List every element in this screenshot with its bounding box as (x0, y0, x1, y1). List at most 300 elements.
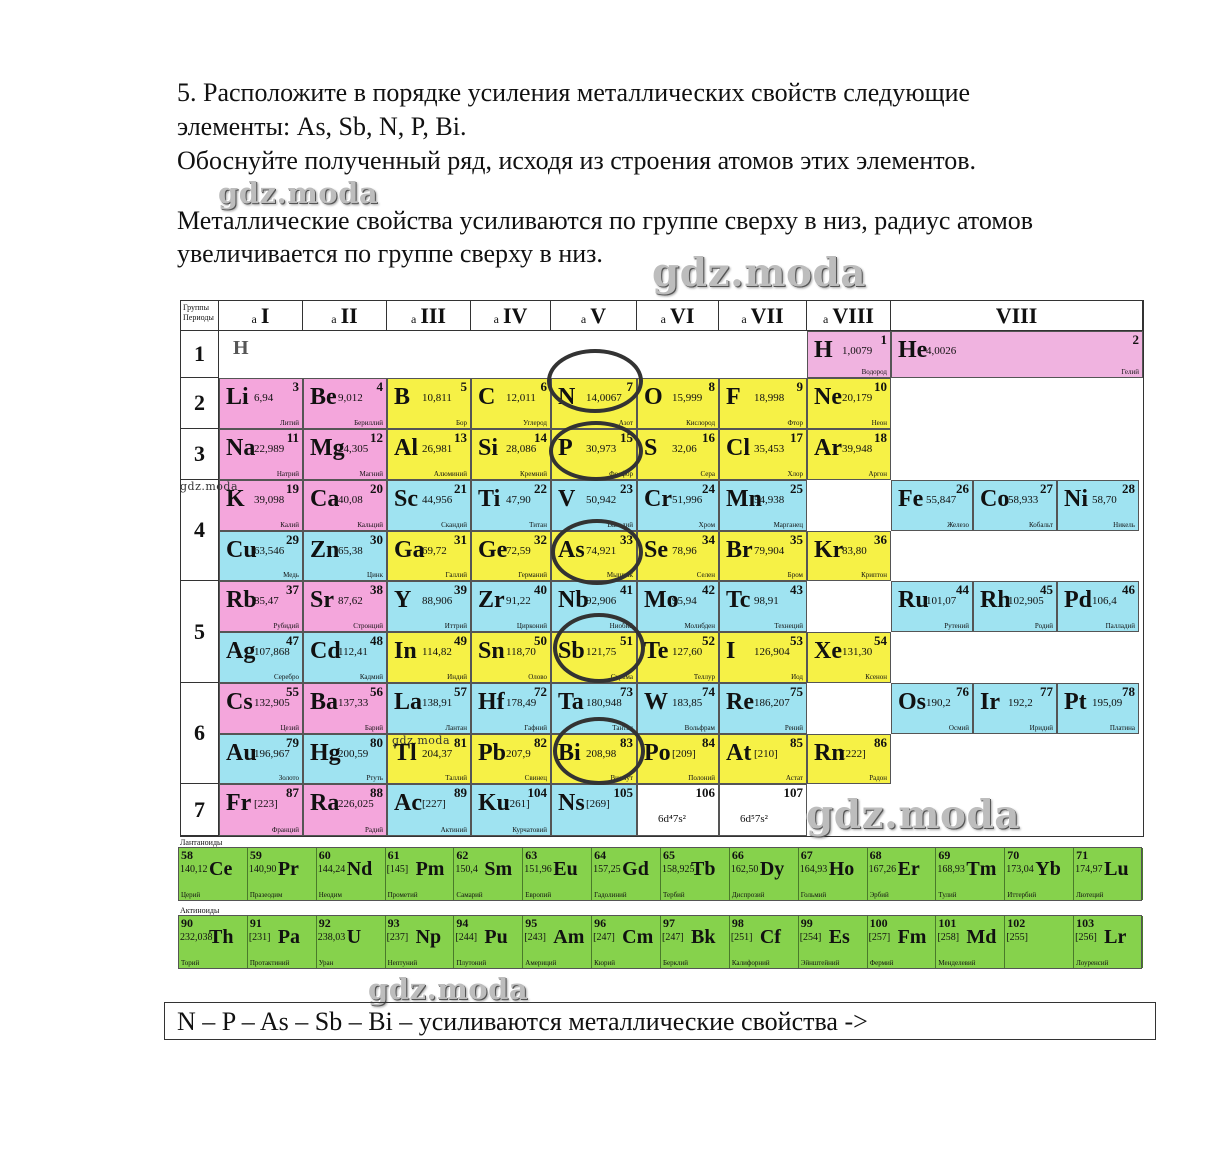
watermark-3: gdz.moda (806, 792, 1021, 838)
atomic-mass: 47,90 (506, 494, 531, 506)
element-symbol: Pb (478, 740, 507, 766)
atomic-number: 90 (181, 916, 193, 930)
f-element-cell-102 (1005, 916, 1074, 968)
element-name: Ксенон (865, 673, 887, 681)
atomic-mass: [257] (868, 932, 891, 943)
explanation-line-2: увеличивается по группе сверху в низ. (177, 239, 603, 268)
group-header-7 (719, 301, 807, 331)
element-cell-Os (891, 683, 973, 734)
atomic-number: 19 (286, 481, 299, 496)
atomic-mass: 26,981 (422, 443, 453, 455)
element-name: Берклий (663, 959, 689, 967)
element-cell-Na (219, 429, 303, 480)
subgroup-a-label: а (741, 312, 747, 326)
element-cell-Mg (303, 429, 387, 480)
atomic-number: 56 (370, 684, 383, 699)
element-symbol: Bi (558, 740, 581, 766)
element-name: Медь (283, 571, 299, 579)
element-symbol: Np (415, 926, 442, 948)
element-symbol: Ag (226, 638, 256, 664)
element-name: Актиний (440, 826, 467, 834)
atomic-number: 7 (626, 379, 633, 394)
watermark-1: gdz.moda (218, 176, 379, 210)
atomic-mass: 65,38 (338, 545, 363, 557)
f-element-cell-Yb (1005, 848, 1074, 900)
element-name: Кюрий (594, 959, 616, 967)
atomic-number: 95 (525, 916, 538, 930)
atomic-mass: 238,03 (317, 932, 346, 943)
element-name: Иттербий (1007, 891, 1037, 899)
element-symbol: La (394, 689, 423, 715)
element-name: Германий (518, 571, 547, 579)
atomic-number: 88 (370, 785, 383, 800)
atomic-mass: 78,96 (672, 545, 697, 557)
atomic-mass: 6,94 (254, 392, 274, 404)
f-element-cell-Ce (179, 848, 248, 900)
atomic-mass: [254] (799, 932, 822, 943)
atomic-mass: 58,70 (1092, 494, 1117, 506)
element-name: Скандий (441, 521, 467, 529)
atomic-mass: 190,2 (926, 697, 951, 709)
element-symbol: Pd (1064, 587, 1093, 613)
element-cell-Co (973, 480, 1057, 531)
atomic-number: 46 (1122, 582, 1135, 597)
atomic-mass: 44,956 (422, 494, 453, 506)
element-name: Иттрий (444, 622, 467, 630)
element-symbol: Rb (226, 587, 257, 613)
atomic-number: 104 (527, 785, 547, 800)
element-name: Углерод (523, 419, 547, 427)
atomic-number: 92 (318, 916, 331, 930)
element-symbol: B (394, 384, 411, 410)
element-name: Магний (359, 470, 383, 478)
atomic-mass: 183,85 (672, 697, 703, 709)
element-symbol: Se (644, 537, 668, 563)
f-element-cell-Dy (730, 848, 799, 900)
element-symbol: Cf (759, 926, 781, 948)
element-cell-O (637, 378, 719, 429)
element-symbol: Ne (814, 384, 842, 410)
f-element-cell-Am (523, 916, 592, 968)
element-name: Гафний (524, 724, 547, 732)
atomic-mass: 195,09 (1092, 697, 1123, 709)
atomic-number: 29 (286, 532, 299, 547)
element-name: Менделевий (938, 959, 976, 967)
element-name: Свинец (524, 774, 547, 782)
atomic-mass: [227] (422, 798, 446, 810)
atomic-number: 49 (454, 633, 467, 648)
element-name: Тантал (612, 724, 633, 732)
element-symbol: Ar (814, 435, 842, 461)
atomic-number: 72 (534, 684, 547, 699)
atomic-number: 76 (956, 684, 969, 699)
atomic-number: 43 (790, 582, 803, 597)
atomic-mass: 14,0067 (586, 392, 622, 404)
element-cell-Ir (973, 683, 1057, 734)
element-symbol: Ga (394, 537, 425, 563)
element-symbol: Pa (277, 926, 301, 948)
atomic-number: 69 (938, 848, 951, 862)
atomic-mass: 164,93 (799, 864, 828, 875)
atomic-number: 35 (790, 532, 803, 547)
atomic-mass: [256] (1075, 932, 1097, 943)
element-name: Кобальт (1028, 521, 1053, 529)
group-header-2 (303, 301, 387, 331)
question-line-3: Обоснуйте полученный ряд, исходя из строения атомов этих элементов. (177, 146, 977, 175)
element-name: Индий (447, 673, 467, 681)
atomic-mass: 157,25 (593, 864, 621, 875)
element-name: Барий (364, 724, 383, 732)
element-name: Хром (698, 521, 715, 529)
element-symbol: Eu (553, 858, 578, 880)
element-name: Бериллий (354, 419, 383, 427)
group-label: VI (669, 303, 695, 328)
element-symbol: Nb (558, 587, 589, 613)
f-element-cell-Np (386, 916, 455, 968)
element-cell-Cs (219, 683, 303, 734)
atomic-mass: 74,921 (586, 545, 617, 557)
atomic-number: 89 (454, 785, 467, 800)
actinoids-row (178, 915, 1142, 969)
element-cell-Rn (807, 734, 891, 784)
element-name: Америций (525, 959, 557, 967)
element-symbol: Pr (277, 858, 299, 880)
question-line-2: элементы: As, Sb, N, P, Bi. (177, 112, 467, 141)
highlight-circle (553, 613, 645, 683)
atomic-mass: 39,098 (254, 494, 285, 506)
subgroup-a-label: а (410, 312, 417, 326)
atomic-number: 67 (800, 848, 813, 862)
element-symbol: Hg (310, 740, 341, 766)
f-element-cell-Pm (386, 848, 455, 900)
atomic-mass: 101,07 (926, 595, 957, 607)
element-symbol: Lr (1104, 926, 1127, 948)
element-cell-Hg (303, 734, 387, 784)
element-symbol: Am (553, 926, 585, 948)
group-header-1 (219, 301, 303, 331)
element-symbol: Cs (226, 689, 253, 715)
atomic-mass: 200,59 (338, 748, 369, 760)
atomic-mass: 24,305 (338, 443, 369, 455)
atomic-mass: 102,905 (1008, 595, 1044, 607)
element-symbol: Mn (726, 486, 762, 512)
element-name: Платина (1109, 724, 1135, 732)
corner-groups-label: Группы (183, 303, 209, 312)
f-element-cell-Fm (868, 916, 937, 968)
atomic-mass: [222] (842, 748, 866, 760)
element-symbol: Zn (310, 537, 340, 563)
element-name: Лоуренсий (1076, 959, 1109, 967)
atomic-mass: [255] (1006, 932, 1028, 943)
element-symbol: Bk (691, 926, 716, 948)
highlight-circle (549, 421, 643, 481)
atomic-mass: 63,546 (254, 545, 285, 557)
atomic-number: 61 (387, 848, 400, 862)
atomic-number: 101 (938, 916, 957, 930)
atomic-number: 83 (620, 735, 633, 750)
atomic-number: 60 (318, 848, 331, 862)
atomic-mass: 10,811 (422, 392, 452, 404)
element-cell-H (807, 331, 891, 378)
element-symbol: Tm (966, 858, 997, 880)
atomic-number: 74 (702, 684, 715, 699)
atomic-number: 52 (702, 633, 715, 648)
element-symbol: Sc (394, 486, 418, 512)
element-cell-Ru (891, 581, 973, 632)
atomic-mass: [258] (937, 932, 960, 943)
element-symbol: Ir (980, 689, 1000, 715)
group-header-8 (807, 301, 891, 331)
element-cell-Ar (807, 429, 891, 480)
element-name: Кадмий (359, 673, 383, 681)
atomic-number: 13 (454, 430, 467, 445)
atomic-number: 51 (620, 633, 633, 648)
atomic-number: 31 (454, 532, 467, 547)
atomic-number: 44 (956, 582, 969, 597)
element-cell-Rb (219, 581, 303, 632)
element-cell-La (387, 683, 471, 734)
element-name: Фтор (787, 419, 803, 427)
element-symbol: K (226, 486, 245, 512)
element-cell-Ns (551, 784, 637, 836)
atomic-mass: [247] (662, 932, 684, 943)
f-element-cell-Cf (730, 916, 799, 968)
element-cell-Ti (471, 480, 551, 531)
element-name: Нептуний (387, 959, 418, 967)
watermark-4: gdz.moda (180, 480, 239, 493)
element-name: Европий (525, 891, 552, 899)
element-symbol: U (346, 926, 362, 948)
element-name: Неодим (318, 891, 342, 899)
atomic-number: 15 (620, 430, 633, 445)
element-name: Празеодим (249, 891, 283, 899)
atomic-mass: 54,938 (754, 494, 785, 506)
f-element-cell-Md (936, 916, 1005, 968)
atomic-number: 45 (1040, 582, 1053, 597)
group-header-6 (637, 301, 719, 331)
element-name: Сера (700, 470, 715, 478)
subgroup-a-label: а (331, 312, 337, 326)
atomic-number: 73 (620, 684, 633, 699)
atomic-number: 80 (370, 735, 383, 750)
element-cell-Ge (471, 531, 551, 581)
element-name: Курчатовий (512, 826, 547, 834)
element-cell-107 (719, 784, 807, 836)
atomic-number: 93 (387, 916, 400, 930)
period-label-1: 1 (181, 331, 219, 378)
atomic-number: 86 (874, 735, 887, 750)
atomic-mass: 132,905 (254, 697, 290, 709)
element-symbol: Pm (415, 858, 445, 880)
group-label: VIII (832, 303, 874, 328)
atomic-number: 48 (370, 633, 383, 648)
element-symbol: I (726, 638, 736, 664)
atomic-number: 77 (1040, 684, 1053, 699)
atomic-mass: 85,47 (254, 595, 279, 607)
element-cell-Ku (471, 784, 551, 836)
element-cell-Rh (973, 581, 1057, 632)
element-name: Калий (280, 521, 299, 529)
atomic-mass: 35,453 (754, 443, 785, 455)
element-cell-W (637, 683, 719, 734)
element-name: Титан (529, 521, 547, 529)
element-cell-Fr (219, 784, 303, 836)
atomic-mass: 192,2 (1008, 697, 1033, 709)
subgroup-a-label: а (580, 312, 587, 326)
atomic-mass: 79,904 (754, 545, 785, 557)
element-name: Диспрозий (731, 891, 765, 899)
element-symbol: Tb (691, 858, 716, 880)
atomic-number: 70 (1007, 848, 1020, 862)
element-symbol: Rh (980, 587, 1011, 613)
element-cell-Po (637, 734, 719, 784)
element-name: Цирконий (516, 622, 547, 630)
atomic-mass: [247] (593, 932, 615, 943)
explanation-line-1: Металлические свойства усиливаются по группе сверху в низ, радиус атомов (177, 206, 1034, 235)
hydrogen-left-symbol: H (233, 337, 249, 359)
element-name: Гольмий (800, 891, 827, 899)
atomic-mass: 18,998 (754, 392, 785, 404)
atomic-number: 24 (702, 481, 715, 496)
atomic-number: 26 (956, 481, 969, 496)
element-symbol: Cl (726, 435, 750, 461)
atomic-number: 20 (370, 481, 383, 496)
element-symbol: O (644, 384, 663, 410)
atomic-mass: 12,011 (506, 392, 536, 404)
atomic-mass: 174,97 (1075, 864, 1103, 875)
element-name: Натрий (276, 470, 299, 478)
atomic-mass: 1,0079 (842, 345, 873, 357)
element-cell-Si (471, 429, 551, 480)
highlight-circle (547, 349, 643, 413)
element-cell-Mn (719, 480, 807, 531)
element-name: Теллур (693, 673, 715, 681)
group-label: IV (502, 303, 528, 328)
atomic-number: 18 (874, 430, 887, 445)
element-symbol: Al (394, 435, 418, 461)
element-cell-Br (719, 531, 807, 581)
element-name: Стронций (353, 622, 383, 630)
element-name: Никель (1113, 521, 1135, 529)
element-cell-Te (637, 632, 719, 683)
atomic-number: 5 (460, 379, 467, 394)
element-cell-Be (303, 378, 387, 429)
element-symbol: C (478, 384, 496, 410)
atomic-number: 62 (456, 848, 469, 862)
element-cell-Sn (471, 632, 551, 683)
group-label: VII (750, 303, 784, 328)
atomic-number: 3 (292, 379, 299, 394)
element-name: Осмий (948, 724, 969, 732)
element-symbol: Fe (898, 486, 924, 512)
element-name: Селен (696, 571, 715, 579)
element-symbol: Na (226, 435, 256, 461)
element-symbol: In (394, 638, 417, 664)
period-label-5: 5 (181, 581, 219, 683)
atomic-number: 9 (796, 379, 803, 394)
atomic-number: 6 (540, 379, 547, 394)
watermark-6: gdz.moda (368, 972, 529, 1006)
element-name: Олово (528, 673, 547, 681)
atomic-number: 38 (370, 582, 383, 597)
element-symbol: V (558, 486, 576, 512)
element-name: Кислород (686, 419, 715, 427)
atomic-number: 85 (790, 735, 803, 750)
element-name: Бром (787, 571, 803, 579)
atomic-mass: 138,91 (422, 697, 453, 709)
element-symbol: Fr (226, 790, 252, 816)
element-symbol: Sr (310, 587, 334, 613)
atomic-mass: [223] (254, 798, 278, 810)
atomic-number: 41 (620, 582, 633, 597)
f-element-cell-Eu (523, 848, 592, 900)
atomic-number: 96 (594, 916, 607, 930)
element-symbol: Si (478, 435, 499, 461)
element-cell-In (387, 632, 471, 683)
element-name: Плутоний (456, 959, 487, 967)
element-name: Лютеций (1076, 891, 1104, 899)
atomic-number: 57 (454, 684, 467, 699)
atomic-mass: 140,90 (248, 864, 277, 875)
element-name: Церий (181, 891, 201, 899)
atomic-mass: 92,906 (586, 595, 617, 607)
element-cell-Au (219, 734, 303, 784)
element-cell-Se (637, 531, 719, 581)
atomic-mass: 173,04 (1006, 864, 1034, 875)
element-name: Франций (271, 826, 299, 834)
element-symbol: Cr (644, 486, 672, 512)
atomic-number: 23 (620, 481, 633, 496)
atomic-number: 100 (869, 916, 888, 930)
atomic-number: 98 (731, 916, 744, 930)
element-cell-Ca (303, 480, 387, 531)
f-element-cell-Pa (248, 916, 317, 968)
element-symbol: As (558, 537, 585, 563)
atomic-mass: 226,025 (338, 798, 374, 810)
element-symbol: Ba (310, 689, 339, 715)
element-cell-F (719, 378, 807, 429)
element-name: Рубидий (273, 622, 299, 630)
element-cell-Ag (219, 632, 303, 683)
element-cell-Li (219, 378, 303, 429)
element-symbol: Th (209, 926, 234, 948)
atomic-mass: 9,012 (338, 392, 363, 404)
element-name: Ванадий (607, 521, 633, 529)
corner-periods-label: Периоды (183, 313, 214, 322)
element-name: Цинк (367, 571, 383, 579)
atomic-number: 1 (880, 332, 887, 347)
atomic-number: 12 (370, 430, 383, 445)
atomic-mass: 112,41 (338, 646, 368, 658)
atomic-number: 53 (790, 633, 803, 648)
element-name: Самарий (456, 891, 483, 899)
atomic-mass: 55,847 (926, 494, 957, 506)
atomic-mass: 207,9 (506, 748, 531, 760)
atomic-mass: 137,33 (338, 697, 369, 709)
atomic-mass: 232,038 (180, 932, 213, 943)
highlight-circle (553, 717, 645, 785)
element-cell-Sc (387, 480, 471, 531)
element-cell-Al (387, 429, 471, 480)
element-symbol: N (558, 384, 576, 410)
atomic-mass: [231] (248, 932, 271, 943)
element-name: Алюминий (433, 470, 467, 478)
atomic-mass: 98,91 (754, 595, 779, 607)
element-cell-Pt (1057, 683, 1139, 734)
period-label-3: 3 (181, 429, 219, 480)
lanthanoids-label: Лантаноиды (180, 838, 223, 847)
element-name: Родий (1034, 622, 1053, 630)
